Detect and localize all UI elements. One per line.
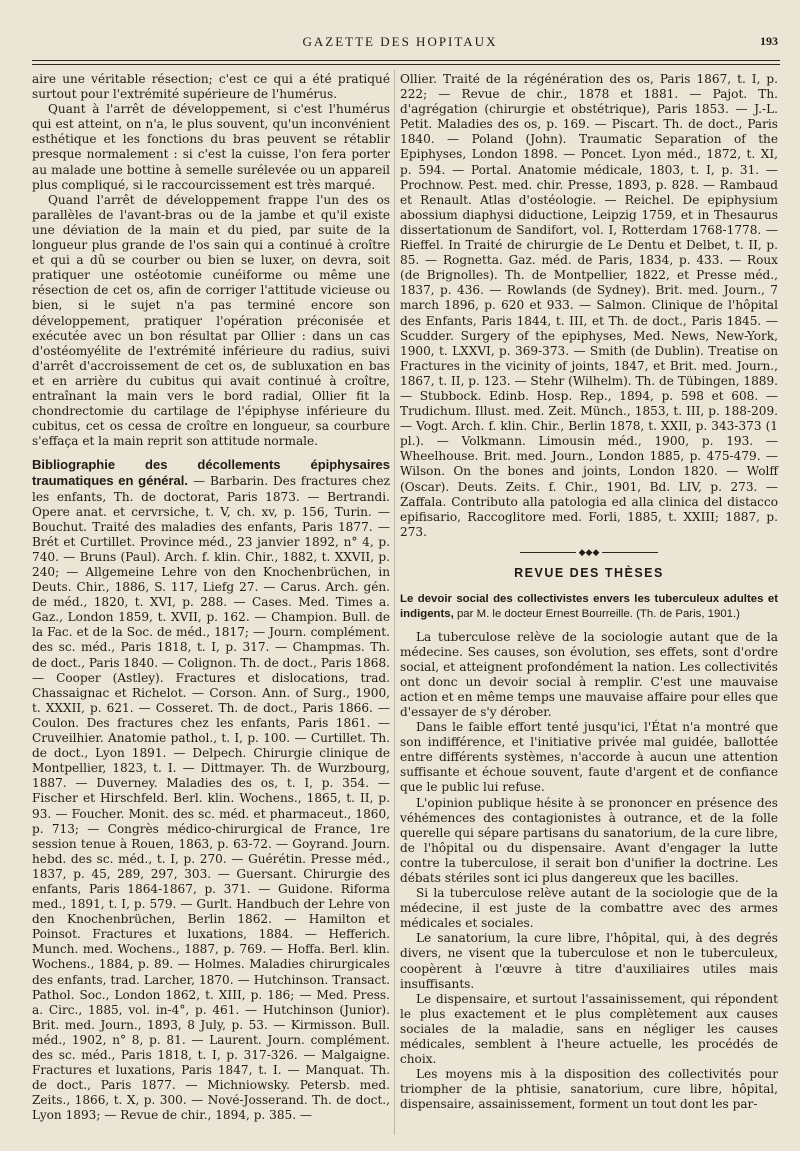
bibliography-continued: Ollier. Traité de la régénération des os, Paris 1867, t. I, p. 222; — Revue de chir., 1878 et 1881. — Pajot. Th. d'agrégation (chirurgie et obstétrique), Paris 1853. — J.-L. Petit. Maladies des os, p. 169. — Piscart. Th. de doct., Paris 1840. — Poland (John). Traumatic Separation of the Epiphyses, London 1898. — Poncet. Lyon méd., 1872, t. XI, p. 594. — Portal. Anatomie médicale, 1803, t. I, p. 31. — Prochnow. Pest. med. chir. Presse, 1893, p. 828. — Rambaud et Renault. Atlas d'ostéologie. — Reichel. De epiphysium abossium diaphysi diductione, Leipzig 1759, et in Thesaurus dissertationum de Sandifort, vol. I, Rotterdam 1768-1778. — Rieffel. In Traité de chirurgie de Le Dentu et Delbet, t. II, p. 85. — Rognetta. Gaz. méd. de Paris, 1834, p. 433. — Roux (de Brignolles). Th. de Montpellier, 1822, et Presse méd., 1837, p. 436. — Rowlands (de Sydney). Brit. med. Journ., 7 march 1896, p. 620 et 933. — Salmon. Clinique de l'hôpital des Enfants, Paris 1844, t. III, et Th. de doct., Paris 1845. — Scudder. Surgery of the epiphyses, Med. News, New-York, 1900, t. LXXVI, p. 369-373. — Smith (de Dublin). Treatise on Fractures in the vicinity of joints, 1847, et Brit. med. Journ., 1867, t. II, p. 123. — Stehr (Wilhelm). Th. de Tübingen, 1889. — Stubbock. Edinb. Hosp. Rep., 1894, p. 598 et 608. — Trudichum. Illust. med. Zeit. Münch., 1853, t. III, p. 188-209. — Vogt. Arch. f. klin. Chir., Berlin 1878, t. XXII, p. 343-373 (1 pl.). — Volkmann. Limousin méd., 1900, p. 193. — Wheelhouse. Brit. med. Journ., London 1885, p. 475-479. — Wilson. On the bones and joints, London 1820. — Wolff (Oscar). Deuts. Zeits. f. Chir., 1901, Bd. LIV, p. 273. — Zaffala. Contributo alla patologia ed alla clinica del distacco epifisario, Raccoglitore med. Forli, 1885, t. XXIII; 1887, p. 273. xyxy=(400,72,779,539)
bibliography-text: — Barbarin. Des fractures chez les enfants, Th. de doctorat, Paris 1873. — Bertrandi. Opere anat. et cervrsiche, t. V, ch. xv, p. 156, Turin. — Bouchut. Traité des maladies des enfants, Paris 1877. — Brét et Curtillet. Province méd., 23 janvier 1892, n° 4, p. 740. — Bruns (Paul). Arch. f. klin. Chir., 1882, t. XXVII, p. 240; — Allgemeine Lehre von den Knochenbrüchen, in Deuts. Chir., 1886, S. 117, Liefg 27. — Carus. Arch. gén. de méd., 1820, t. XVI, p. 288. — Cases. Med. Times a. Gaz., London 1859, t. XVII, p. 162. — Champion. Bull. de la Fac. et de la Soc. de méd., 1817; — Journ. complément. des sc. méd., Paris 1818, t. I, p. 317. — Champmas. Th. de doct., Paris 1840. — Colignon. Th. de doct., Paris 1868. — Cooper (Astley). Fractures et dislocations, trad. Chassaignac et Richelot. — Corson. Ann. of Surg., 1900, t. XXXII, p. 621. — Cosseret. Th. de doct., Paris 1866. — Coulon. Des fractures chez les enfants, Paris 1861. — Cruveilhier. Anatomie pathol., t. I, p. 100. — Curtillet. Th. de doct., Lyon 1891. — Delpech. Chirurgie clinique de Montpellier, 1823, t. I. — Dittmayer. Th. de Wurzbourg, 1887. — Duverney. Maladies des os, t. I, p. 354. — Fischer et Hirschfeld. Berl. klin. Wochens., 1865, t. II, p. 93. — Foucher. Monit. des sc. méd. et pharmaceut., 1860, p. 713; — Congrès médico-chirurgical de France, 1re session tenue à Rouen, 1863, p. 63-72. — Goyrand. Journ. hebd. des sc. méd., t. I, p. 270. — Guérétin. Presse méd., 1837, p. 45, 289, 297, 303. — Guersant. Chirurgie des enfants, Paris 1864-1867, p. 371. — Guidone. Riforma med., 1891, t. I, p. 579. — Gurlt. Handbuch der Lehre von den Knochenbrüchen, Berlin 1862. — Hamilton et Poinsot. Fractures et luxations, 1884. — Hefferich. Munch. med. Wochens., 1887, p. 769. — Hoffa. Berl. klin. Wochens., 1884, p. 89. — Holmes. Maladies chirurgicales des enfants, trad. Larcher, 1870. — Hutchinson. Transact. Pathol. Soc., London 1862, t. XIII, p. 186; — Med. Press. a. Circ., 1885, vol. in-4°, p. 461. — Hutchinson (Junior). Brit. med. Journ., 1893, 8 July, p. 53. — Kirmisson. Bull. méd., 1902, n° 8, p. 81. — Laurent. Journ. complément. des sc. méd., Paris 1818, t. I, p. 317-326. — Malgaigne. Fractures et luxations, Paris 1847, t. I. — Manquat. Th. de doct., Paris 1877. — Michniowsky. Petersb. med. Zeits., 1866, t. X, p. 300. — Nové-Josserand. Th. de doct., Lyon 1893; — Revue de chir., 1894, p. 385. — xyxy=(32,474,390,1123)
paragraph: L'opinion publique hésite à se prononcer en présence des véhémences des contagionistes à outrance, et de la folle querelle qui sépare partisans du sanatorium, de la cure libre, de l'hôpital ou du dispensaire. Avant d'engager la lutte contre la tuberculose, il serait bon d'unifier la doctrine. Les débats stériles sont ici plus dangereux que les bacilles. xyxy=(400,795,778,885)
paragraph: Le dispensaire, et surtout l'assainissement, qui répondent le plus exactement et le plus complètement aux causes sociales de la maladie, sans en négliger les causes médicales, semblent à l'heure actuelle, les procédés de choix. xyxy=(400,991,778,1067)
paragraph: aire une véritable résection; c'est ce qui a été pratiqué surtout pour l'extrémité supérieure de l'humérus. xyxy=(32,72,390,102)
thesis-title xyxy=(400,592,778,622)
paragraph: Le sanatorium, la cure libre, l'hôpital, qui, à des degrés divers, ne visent que la tuberculose et non le tuberculeux, coopèrent à l'œuvre à titre d'auxiliaires utiles mais insuffisants. xyxy=(400,931,778,991)
running-title: GAZETTE DES HOPITAUX xyxy=(302,34,498,49)
paragraph: Dans le faible effort tenté jusqu'ici, l'État n'a montré que son indifférence, et l'initiative privée mal guidée, ballottée entre différents systèmes, n'accorde à aucun une attention suffisante et échoue souvent, faute d'argent et de confiance que le public lui refuse. xyxy=(400,720,778,795)
section-heading: REVUE DES THÈSES xyxy=(514,566,664,581)
paragraph: Si la tuberculose relève autant de la sociologie que de la médecine, il est juste de la combattre avec des armes médicales et sociales. xyxy=(400,886,778,931)
right-column xyxy=(400,72,778,1113)
header-rule xyxy=(32,60,780,61)
thesis-author: par M. le docteur Ernest Bourreille. (Th. de Paris, 1901.) xyxy=(453,607,740,620)
page-header xyxy=(0,34,800,58)
thesis-title-main: Le devoir social des collectivistes envers les tuberculeux adultes et indigents, xyxy=(400,592,778,620)
left-column xyxy=(32,72,390,1123)
paragraph: La tuberculose relève de la sociologie autant que de la médecine. Ses causes, son évolution, ses effets, sont d'ordre social, et atteignent profondément la nation. Les collectivités ont donc un devoir social à remplir. C'est une mauvaise action et en même temps une mauvaise affaire pour elles que d'essayer de s'y dérober. xyxy=(400,629,778,719)
column-divider xyxy=(394,70,395,1135)
header-rule-thin xyxy=(32,64,780,65)
paragraph: Quand l'arrêt de développement frappe l'un des os parallèles de l'avant-bras ou de la jambe et qu'il existe une déviation de la main et du pied, par suite de la longueur plus grande de l'os sain qui a continué à croître et qui a dû se courber ou bien se luxer, on devra, soit pratiquer une ostéotomie cunéiforme ou même une résection de cet os, afin de corriger l'attitude vicieuse ou bien, si le sujet n'a pas terminé encore son développement, pratiquer l'opération préconisée et exécutée avec un bon résultat par Ollier : dans un cas d'ostéomyélite de l'extrémité inférieure du radius, suivi d'arrêt d'accroissement de cet os, de subluxation en bas et en arrière du cubitus qui avait continué à croître, entraînant la main vers le bord radial, Ollier fit la chondrectomie du cartilage de l'épiphyse inférieure du cubitus, cet os cessa de croître en longueur, sa courbure s'effaça et la main reprit son attitude normale. xyxy=(32,192,390,449)
page-number: 193 xyxy=(760,34,778,48)
bibliography-heading: Bibliographie des décollements épiphysaires traumatiques en général. xyxy=(32,457,390,489)
paragraph: Quant à l'arrêt de développement, si c'est l'humérus qui est atteint, on n'a, le plus souvent, qu'un inconvénient esthétique et les fonctions du bras peuvent se rétablir presque normalement : si c'est la cuisse, l'on fera porter au malade une bottine à semelle surélevée ou un appareil plus compliqué, si le raccourcissement est très marqué. xyxy=(32,102,390,192)
section-separator: ◆◆◆ xyxy=(400,549,778,558)
bibliography-block xyxy=(32,457,390,1123)
paragraph: Les moyens mis à la disposition des collectivités pour triompher de la phtisie, sanatorium, cure libre, hôpital, dispensaire, assainissement, forment un tout dont les par- xyxy=(400,1067,778,1112)
